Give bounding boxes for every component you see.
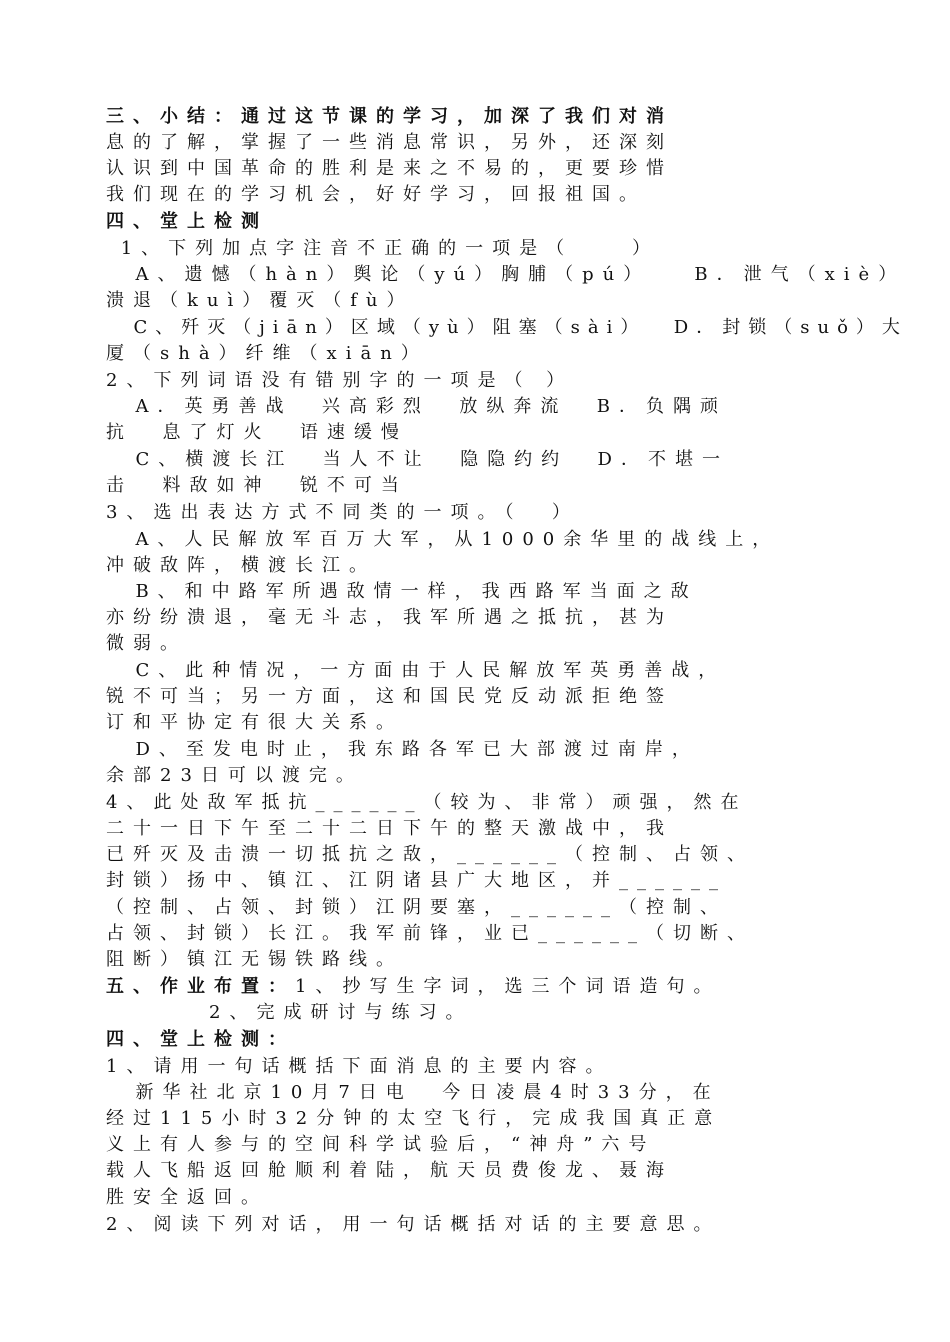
- text-line: 余部23日可以渡完。: [106, 765, 363, 786]
- text-line: [106, 974, 720, 1000]
- text-line: 锐不可当；另一方面，这和国民党反动派拒绝签: [106, 686, 673, 707]
- text-line: 亦纷纷溃退，毫无斗志，我军所遇之抵抗，甚为: [106, 607, 673, 628]
- text-line: 击 料敌如神 锐不可当: [106, 475, 408, 496]
- text-line: 我们现在的学习机会，好好学习，回报祖国。: [106, 184, 646, 205]
- text-line: 4、此处敌军抵抗______（较为、非常）顽强，然在: [106, 792, 748, 813]
- text-line: A、遗憾（hàn）舆论（yú）胸脯（pú） B．泄气（xiè）: [106, 264, 906, 285]
- text-line: 订和平协定有很大关系。: [106, 712, 403, 733]
- text-line: 阻断）镇江无锡铁路线。: [106, 949, 403, 970]
- text-line: 封锁）扬中、镇江、江阴诸县广大地区，并______: [106, 870, 727, 891]
- text-line: 四、堂上检测: [106, 211, 268, 232]
- text-line: 息的了解，掌握了一些消息常识，另外，还深刻: [106, 132, 673, 153]
- text-line: 微弱。: [106, 633, 187, 654]
- text-line: 抗 息了灯火 语速缓慢: [106, 422, 408, 443]
- text-line: C、歼灭（jiān）区域（yù）阻塞（sài） D．封锁（suǒ）大: [106, 317, 908, 338]
- text-line: B、和中路军所遇敌情一样，我西路军当面之敌: [106, 581, 698, 602]
- text-line: 胜安全返回。: [106, 1187, 268, 1208]
- text-line: A．英勇善战 兴高彩烈 放纵奔流 B．负隅顽: [106, 396, 727, 417]
- text-line: 冲破敌阵，横渡长江。: [106, 555, 376, 576]
- text-line: 载人飞船返回舱顺利着陆，航天员费俊龙、聂海: [106, 1160, 673, 1181]
- text-line: 义上有人参与的空间科学试验后，“神舟”六号: [106, 1134, 656, 1155]
- text-line: 3、选出表达方式不同类的一项。（ ）: [106, 502, 579, 523]
- text-line: D、至发电时止，我东路各军已大部渡过南岸，: [106, 739, 699, 760]
- text-line: 溃退（kuì）覆灭（fù）: [106, 290, 414, 311]
- text-line: 2、下列词语没有错别字的一项是（ ）: [106, 370, 574, 391]
- text-line: A、人民解放军百万大军，从1000余华里的战线上，: [106, 529, 780, 550]
- text-line: 占领、封锁）长江。我军前锋，业已______（切断、: [106, 923, 754, 944]
- text-line: 2、阅读下列对话，用一句话概括对话的主要意思。: [106, 1214, 721, 1235]
- text-line: 二十一日下午至二十二日下午的整天激战中，我: [106, 818, 673, 839]
- text-line: 已歼灭及击溃一切抵抗之敌，______（控制、占领、: [106, 844, 754, 865]
- text-line: 2、完成研讨与练习。: [106, 1002, 473, 1023]
- section-heading: 五、作业布置：: [106, 976, 295, 997]
- text-line: 1、请用一句话概括下面消息的主要内容。: [106, 1056, 613, 1077]
- text-line: 1、下列加点字注音不正确的一项是（ ）: [106, 238, 660, 259]
- line-text: 1、抄写生字词，选三个词语造句。: [295, 976, 721, 997]
- text-line: C、横渡长江 当人不让 隐隐约约 D．不堪一: [106, 449, 729, 470]
- text-line: 新华社北京10月7日电 今日凌晨4时33分，在: [106, 1082, 720, 1103]
- text-line: 四、堂上检测：: [106, 1029, 295, 1050]
- text-line: 三、小结：通过这节课的学习，加深了我们对消: [106, 106, 673, 127]
- text-line: 认识到中国革命的胜利是来之不易的，更要珍惜: [106, 158, 673, 179]
- text-line: （控制、占领、封锁）江阴要塞，______（控制、: [106, 897, 727, 918]
- text-line: 经过115小时32分钟的太空飞行，完成我国真正意: [106, 1108, 722, 1129]
- text-line: 厦（shà）纤维（xiān）: [106, 343, 428, 364]
- text-line: C、此种情况，一方面由于人民解放军英勇善战，: [106, 660, 726, 681]
